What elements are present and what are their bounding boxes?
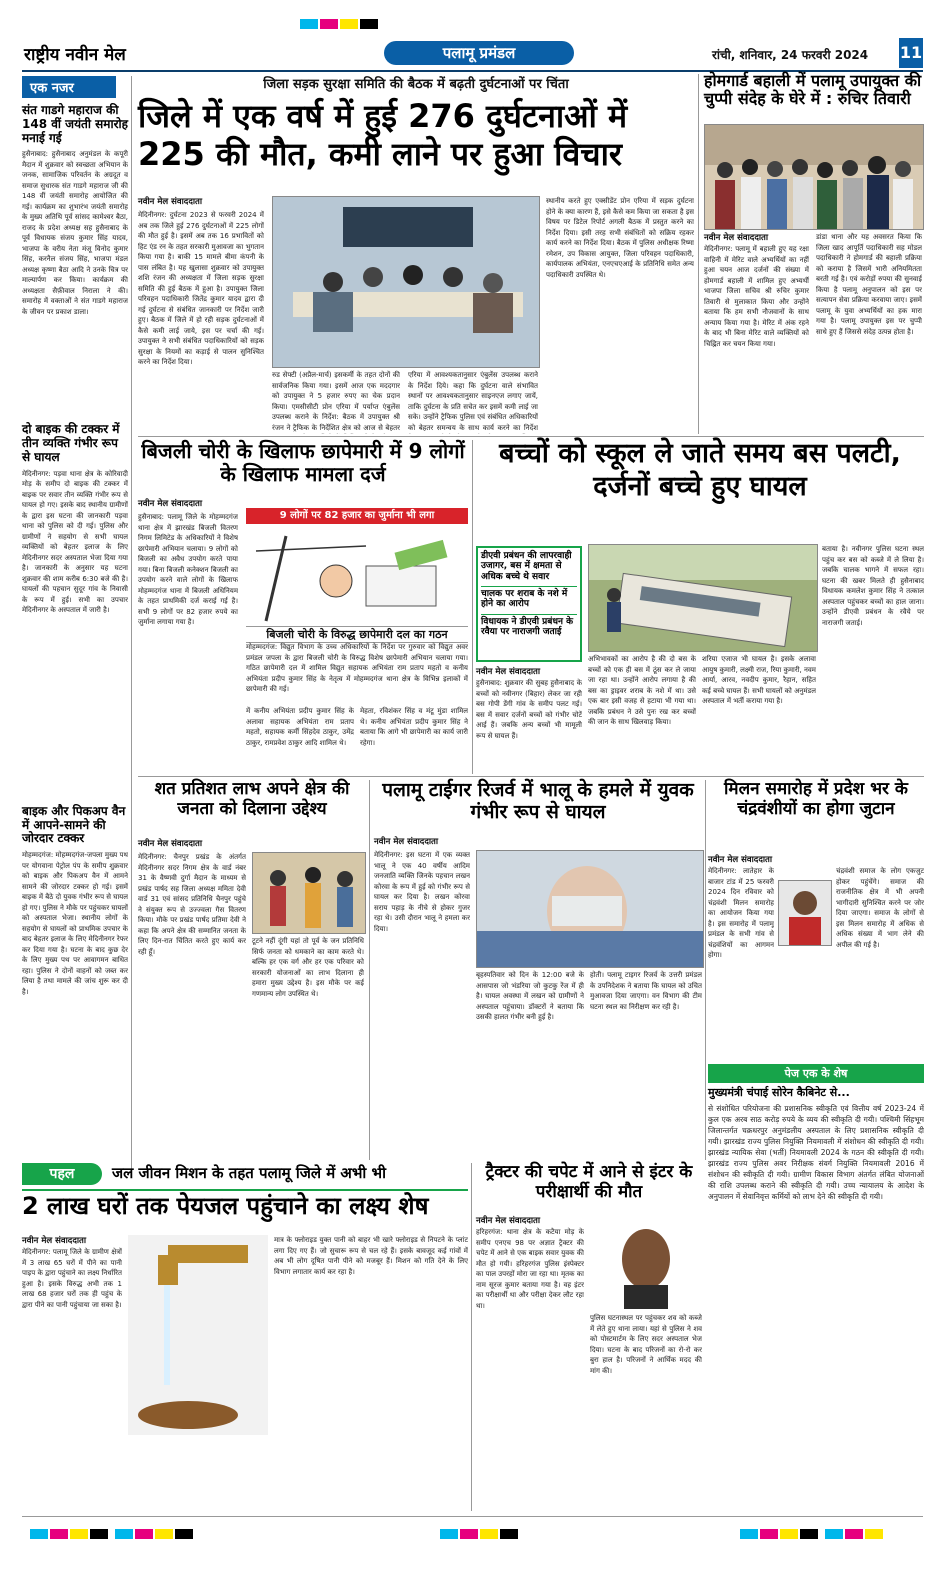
cabinet-body: से संशोधित परियोजना की प्रशासनिक स्वीकृति एवं वित्तीय वर्ष 2023-24 में कुल एक अरब साठ करोड़ रुपये के व्यय की स्वीकृति दी गयी। पश्चिमी सिंहभूम जिलान्तर्गत चक्रधरपुर अनुमंडलीय अस्पताल के लिए प्रशासनिक स्वीकृति दी गयी। झारखंड राज्य पुलिस नियुक्ति नियमावली में संशोधन की स्वीकृति दी गयी। झारखंड न्यायिक सेवा (भर्ती) नियमावली 2024 के गठन की स्वीकृति दी गयी। झारखंड राज्य पुलिस अवर निरीक्षक संवर्ग नियुक्ति नियमावली 2016 में संशोधन की स्वीकृति दी गयी। ग्रामीण विकास विभाग अंतर्गत लंबित योजनाओं की राशि उपलब्ध कराने की स्वीकृति दी गयी। उच्च न्यायालय के आदेश के अनुपालन में सेवानिवृत्त कर्मियों को लाभ देने की स्वीकृति दी गयी।: [708, 1103, 924, 1201]
cabinet-jump-story: [708, 1064, 924, 1504]
left-column: [22, 76, 128, 1176]
column-divider: [698, 74, 699, 434]
bhalu-body-col1: मेदिनीनगर: इस घटना में एक व्यक्त भालू ने एक 40 वर्षीय आदिम जनजाति व्यक्ति जिनके पहचान लखन कोरवा के रूप में हुई को गंभीर रूप से घायल कर दिया है। लखन कोरवा सराय पहाड़ के नीचे से होकर गुजर रहा थे। उसी दौरान भालू ने हमला कर दिया।: [374, 851, 470, 933]
brief-1-body: हुसैनाबाद: हुसैनाबाद अनुमंडल के कपूरी मैदान में शुक्रवार को स्वच्छता अभियान के जनक, सामाजिक परिवर्तन के अग्रदूत व समाज सुधारक संत गाडगे महाराज जी की 148 वीं जयंती समारोह आयोजित की गई। कार्यक्रम का शुभारंभ जयंती समारोह के मुख्य अतिथि पूर्व सांसद कामेश्वर बैठा, राजद के प्रदेश अध्यक्ष सह हुसैनाबाद के पूर्व विधायक संजय कुमार सिंह यादव, भाजपा के वरीय नेता मंजू विनोद कुमार सिंह, करनैल संजय सिंह, भाजपा मंडल अध्यक्ष कृष्णा बैठा आदि ने उनके चित्र पर माल्यार्पण कर किया। कार्यक्रम की अध्यक्षता सैफ़ीवाल निराला ने की। समारोह में वक्ताओं ने संत गाडगे महाराज के जीवन पर प्रकाश डाला।: [22, 150, 128, 316]
bus-headline: बच्चों को स्कूल ले जाते समय बस पलटी, दर्जनों बच्चे हुए घायल: [499, 438, 901, 502]
student-portrait: [590, 1219, 702, 1309]
labh-story: [138, 780, 366, 1160]
jal-kicker: जल जीवन मिशन के तहत पलामू जिले में अभी भी: [112, 1164, 386, 1182]
milan-portrait: [778, 880, 832, 946]
electric-pole-illustration: [246, 526, 468, 626]
tractor-story: [476, 1163, 702, 1511]
gas-distribution-photo: [253, 853, 365, 933]
bijli-headline: बिजली चोरी के खिलाफ छापेमारी में 9 लोगों के खिलाफ मामला दर्ज: [141, 439, 465, 486]
brief-2-headline: दो बाइक की टक्कर में तीन व्यक्ति गंभीर रूप से घायल: [22, 422, 120, 464]
labh-byline: नवीन मेल संवाददाता: [138, 839, 203, 849]
organizer-portrait: [779, 881, 831, 945]
jal-story: [22, 1163, 468, 1511]
bus-byline: नवीन मेल संवाददाता: [476, 667, 541, 677]
homeguard-byline: नवीन मेल संवाददाता: [704, 233, 769, 243]
page-number: 11: [899, 38, 923, 68]
labh-body-col2: टूटने नहीं दूंगी यहां तो पूर्व के जन प्रतिनिधि सिर्फ जनता को धमकाने का काम करते थे। बल्कि हर एक वर्ग और हर एक परिवार को सरकारी योजनाओं का लाभ दिलाना ही हमारा मुख्य उद्देश्य है। इस मौके पर कई गणमान्य लोग उपस्थित थे।: [252, 937, 364, 998]
lead-body-col2: रुड सेफ्टी (अप्रैल-मार्च) इसकर्मी के तहत दोनों की सार्वजनिक किया गया। इसमें आज एक मददगार को उपायुक्त ने 5 हजार रुपए का चेक प्रदान किया। एमसीसीटी प्रोन एरिया में पर्याप्त एंबुलेंस उपलब्ध कराने के निर्देश: बैठक में उपायुक्त श्री रंजन ने ट्रैफिक के निर्देशित क्षेत्र को आज से बेहतर: [272, 371, 400, 432]
bijli-byline: नवीन मेल संवाददाता: [138, 499, 203, 509]
homeguard-body-col2: डांडा थाना और यह अवसरत किया कि जिला खाद आपूर्ति पदाधिकारी सह मोडल पदाधिकारी ने होमगार्ड की बहाली प्रक्रिया को कराया है जिसमें भारी अनियमितता बरती गई है। एवं करोड़ों रुपया की सुनवाई किया है पलामू अनुपालन को इस पर सत्यापन सेवा प्रक्रिया करवाया जाए। इसमें पलामू के युवा अभ्यर्थियों का हक मारा गया है। पलामू उपायुक्त इस पर चुप्पी साधे हुए हैं जिससे संदेह उत्पन्न होता है।: [816, 233, 922, 336]
lead-story: [138, 74, 694, 434]
column-divider: [471, 1163, 472, 1511]
bhalu-headline: पलामू टाईगर रिजर्व में भालू के हमले में युवक गंभीर रूप से घायल: [382, 779, 694, 823]
page-one-continued-label: पेज एक के शेष: [708, 1064, 924, 1083]
jal-body-col1: मेदिनीनगर: पलामू जिले के ग्रामीण क्षेत्रों में 3 लाख 65 घरों में पीने का पानी पाइप के द्वारा पहुंचाने का लक्ष्य निर्धारित हुआ है। इसके विरुद्ध अभी तक 1 लाख 68 हजार घरों तक ही पहुंच के द्वारा पीने का पानी पहुंचाया जा सका है।: [22, 1248, 122, 1309]
column-divider: [369, 780, 370, 1160]
bijli-body-col2: मोहम्मदगंज: विद्युत विभाग के उच्च अधिकारियों के निर्देश पर गुरुवार को विद्युत अवर प्रमंडल जपला के द्वारा बिजली चोरी के विरुद्ध विशेष छापेमारी अभियान चलाया गया। गठित छापेमारी दल में शामिल विद्युत सहायक अभियंता राम प्रताप महतो व कनीय अभियंता प्रदीप कुमार सिंह के नेतृत्व में मोहम्मदगंज थाना क्षेत्र के विभिन्न इलाकों में छापेमारी की गई।: [246, 643, 468, 693]
color-registration-bar-bottom-right: [740, 1524, 885, 1543]
labh-headline: शत प्रतिशत लाभ अपने क्षेत्र की जनता को दिलाना उद्देश्य: [154, 779, 350, 819]
brief-2-body: मेदिनीनगर: पड़वा थाना क्षेत्र के कोरिवादी मोड़ के समीप दो बाइक की टक्कर में बाइक पर सवार तीन व्यक्ति गंभीर रूप से घायल हो गए। इसके बाद स्थानीय ग्रामीणों के द्वारा इस घटना की जानकारी पड़वा थाना को पुलिस को दी गई। पुलिस और ग्रामीणों ने सहयोग से सभी घायल व्यक्तियों को बेहतर इलाज के लिए मेदिनीनगर सदर अस्पताल भेजा दिया गया है। जानकारी के अनुसार यह घटना शुक्रवार की शाम करीब 6:30 बजे की है। घायलों की पहचान सुदूर गांव के निवासी के रूप में हुई। सभी का उपचार मेदिनीनगर के अस्पताल में जारी है।: [22, 469, 128, 615]
masthead: [22, 38, 923, 72]
milan-body-col2: चंद्रवंशी समाज के लोग एकजुट होकर पहुंचेंगे। समाज की राजनीतिक क्षेत्र में भी अपनी भागीदारी सुनिश्चित करने पर जोर दिया जाएगा। समाज के लोगों से इस मिलन समारोह में अधिक से अधिक संख्या में भाग लेने की अपील की गई है।: [836, 867, 924, 949]
homeguard-body-col1: मेदिनीनगर: पलामू में बहाली हुए यह रक्षा वाहिनी में मेरिट वाले अभ्यर्थियों का नहीं हुआ चयन आज दर्जनों की संख्या में होमगार्ड बहाली में शामिल हुए अभ्यर्थी भाजपा जिला सचिव श्री रुचिर कुमार तिवारी से मुलाकात किया और उन्होंने बताया कि हम सभी नौजवानों के साथ अन्याय किया गया है। मेरिट में अंक रहने के बाद भी बिना मेरिट वाले व्यक्तियों को चिह्नित कर चयन किया गया।: [704, 245, 809, 348]
tractor-body-col1: हरिहरगंज: थाना क्षेत्र के कटैया मोड़ के समीप एनएच 98 पर अज्ञात ट्रैक्टर की चपेट में आने से एक बाइक सवार युवक की मौत हो गयी। हरिहरगंज पुलिस इंस्पेक्टर का पाल उपरहों मोरा जा रहा था। मृतक का नाम सूरज कुमार बताया गया है। वह इंटर का परीक्षार्थी था और परीक्षा देकर लौट रहा था।: [476, 1228, 584, 1310]
section-title: पलामू प्रमंडल: [384, 41, 574, 65]
milan-byline: नवीन मेल संवाददाता: [708, 855, 773, 865]
bus-body-col4: बताया है। नवीनगर पुलिस घटना स्थल पहुंच कर बस को कब्जे में ले लिया है। जबकि चालक भागने में सफल रहा। घटना की खबर मिलते ही हुसैनाबाद विधायक कमलेश कुमार सिंह ने तत्काल अस्पताल पहुंचकर बच्चों का हाल जाना। उन्होंने डीएवी प्रबंधन के रवैये पर नाराजगी जताई।: [822, 545, 924, 627]
bus-highlight-box: [476, 546, 582, 662]
cabinet-headline: मुख्यमंत्री चंपाई सोरेन कैबिनेट से...: [708, 1086, 850, 1099]
tractor-headline: ट्रैक्टर की चपेट में आने से इंटर के परीक्षार्थी की मौत: [485, 1162, 693, 1202]
bus-box-point-3: विधायक ने डीएवी प्रबंधन के रवैया पर नाराजगी जताई: [481, 614, 577, 638]
jal-body-col2: मात्र के फ्लोराइड युक्त पानी को बाहर भी खारे फ्लोराइड से निपटने के प्लांट लगा दिए गए हैं। जो सुचारू रूप से चल रहे हैं। इसके बावजूद कई गांवों में अब भी लोग दूषित पानी पीने को मजबूर हैं। मिशन को गति देने के लिए विभाग लगातार कार्य कर रहा है।: [274, 1236, 468, 1276]
fine-banner: 9 लोगों पर 82 हजार का जुर्माना भी लगा: [246, 508, 468, 524]
bus-accident-photo: [588, 544, 818, 652]
section-divider: [138, 776, 924, 777]
bijli-body-col4: मेहता, रविशंकर सिंह व मंटू मुंडा शामिल थे। कनीय अभियंता प्रदीप कुमार सिंह ने बताया कि आगे भी छापेमारी का कार्य जारी रहेगा।: [360, 707, 468, 747]
bus-box-point-1: डीएवी प्रबंधन की लापरवाही उजागर, बस में क्षमता से अधिक बच्चे थे सवार: [481, 551, 572, 582]
column-divider: [705, 780, 706, 1160]
lead-kicker: जिला सड़क सुरक्षा समिति की बैठक में बढ़ती दुर्घटनाओं पर चिंता: [263, 77, 569, 92]
bijli-story: [138, 440, 468, 774]
injured-man-photo: [477, 851, 703, 967]
milan-story: [708, 780, 924, 1060]
color-registration-bar-bottom: [30, 1524, 195, 1543]
tap-water-illustration: [128, 1235, 268, 1435]
jal-headline: 2 लाख घरों तक पेयजल पहुंचाने का लक्ष्य शेष: [22, 1192, 429, 1220]
labh-photo: [252, 852, 366, 934]
tap-water-photo: [128, 1235, 268, 1435]
brief-1-headline: संत गाडगे महाराज की 148 वीं जयंती समारोह मनाई गई: [22, 103, 128, 145]
bhalu-body-col3: होती। पलामू टाइगर रिजर्व के उत्तरी प्रमंडल के उपनिदेशक ने बताया कि घायल को उचित मुआवजा दिया जाएगा। वन विभाग की टीम घटना स्थल का निरीक्षण कर रही है।: [590, 971, 702, 1011]
homeguard-photo: [704, 124, 924, 230]
bhalu-body-col2: बृहस्पतिवार को दिन के 12:00 बजे के आसपास जो भंडरिया जो कुटकु रेंज में ही है। घायल अवस्था में लखन को ग्रामीणों ने अस्पताल पहुंचाया। डॉक्टरों ने बताया कि उसकी हालत गंभीर बनी हुई है।: [476, 971, 584, 1021]
homeguard-story: [704, 72, 924, 434]
paper-name: राष्ट्रीय नवीन मेल: [24, 45, 126, 65]
jal-byline: नवीन मेल संवाददाता: [22, 1236, 87, 1246]
victim-portrait: [590, 1219, 702, 1309]
column-divider: [472, 440, 473, 774]
jal-kicker-bar: [22, 1163, 468, 1191]
labh-body-col1: मेदिनीनगर: चैनपुर प्रखंड के अंतर्गत मेदिनीनगर सदर निगम क्षेत्र के वार्ड नंबर 31 के वैष्णवी दुर्गा मैदान के माध्यम से प्रखंड पार्षद सह जिला अध्यक्ष ममिता देवी वार्ड 31 एवं सांसद प्रतिनिधि चैनपुर पहुंचे ने संयुक्त रूप से उज्ज्वला गैस वितरण किया। मौके पर प्रखंड पार्षद प्रतिमा देवी ने कहा कि अपने क्षेत्र की सम्मानित जनता के लिए दिन-रात चिंतित करते हुए कार्य कर रही हूँ।: [138, 853, 246, 956]
column-divider: [131, 76, 132, 1176]
bijli-caption: बिजली चोरी के विरुद्ध छापेमारी दल का गठन: [246, 626, 468, 643]
bus-body-col2: अभिभावकों का आरोप है की दो बस के बच्चों को एक ही बस में ठूंस कर ले जाया जा रहा था। उन्होंने आरोप लगाया है की बस का ड्राइवर शराब के नशे में था। उसे एक बार इसी वजह से हटाया भी गया था। जबकि प्रबंधन ने उसे पुनः रख कर बच्चों की जान के साथ खिलवाड़ किया।: [588, 655, 696, 726]
overturned-bus-image: [589, 545, 817, 651]
homeguard-photo-image: [705, 125, 923, 229]
milan-body-col1: मेदिनीनगर: लातेहार के बाजार टांड में 25 फरवरी 2024 दिन रविवार को चंद्रवंशी मिलन समारोह का आयोजन किया गया है। इस समारोह में पलामू प्रमंडल के सभी गांव से चंद्रवंशियों का आगमन होगा।: [708, 867, 774, 959]
bus-box-point-2: चालक पर शराब के नशे में होने का आरोप: [481, 586, 577, 610]
brief-3-headline: बाइक और पिकअप वैन में आपने-सामने की जोरदार टक्कर: [22, 803, 126, 846]
milan-headline: मिलन समारोह में प्रदेश भर के चंद्रवंशीयों का होगा जुटान: [724, 779, 908, 819]
lead-body-col4: स्थानीय करते हुए एक्सीडेंट प्रोन एरिया में सड़क दुर्घटना होने के क्या कारण हैं, इसे कैसे कम किया जा सकता है इस विषय पर डिटेल रिपोर्ट अगली बैठक में प्रस्तुत करने का निर्देश दिया। इसी तरह सभी संबंधितों को सक्रिय रहकर कार्य करने का निर्देश दिया। बैठक में पुलिस अधीक्षक रिष्मा रमेशन, उप विकास आयुक्त, जिला परिवहन पदाधिकारी, कार्यपालक अभियंता, एनएचएआई के प्रतिनिधि समेत अन्य पदाधिकारी उपस्थित थे।: [546, 197, 694, 279]
lead-body-col1: मेदिनीनगर: दुर्घटना 2023 से फरवरी 2024 में अब तक जिले हुई 276 दुर्घटनाओं में 225 लोगों की मौत हुई है। इसमें अब तक 16 प्रभावितों को हिट एंड रन के तहत सरकारी मुआवजा का भुगतान किया गया है। बाकी 15 मामले बीमा कंपनी के पास लंबित है। यह खुलासा शुक्रवार को उपायुक्त शशि रंजन की अध्यक्षता में जिला सड़क सुरक्षा समिति की हुई बैठक में हुआ है। उपायुक्त जिला परिवहन पदाधिकारी जितेंद्र कुमार यादव द्वारा दी गई दुर्घटना से संबंधित जानकारी पर निर्देश जारी हुए। बैठक में जिले में हो रही सड़क दुर्घटनाओं में कैसे कमी लाई जाये, इस पर चर्चा की गई। उपायुक्त ने सभी संबंधित पदाधिकारियों को सड़क सुरक्षा के नियमों का कड़ाई से पालन सुनिश्चित करने का निर्देश दिया।: [138, 211, 264, 366]
lead-headline: जिले में एक वर्ष में हुई 276 दुर्घटनाओं में 225 की मौत, कमी लाने पर हुआ विचार: [138, 97, 628, 173]
dateline: रांची, शनिवार, 24 फरवरी 2024: [712, 48, 869, 62]
meeting-photo: [272, 196, 540, 368]
ek-nazar-tag: एक नजर: [22, 76, 116, 98]
footer-rule: [22, 1516, 923, 1517]
bijli-illustration: [246, 526, 468, 626]
lead-byline: नवीन मेल संवाददाता: [138, 197, 203, 207]
bhalu-victim-photo: [476, 850, 704, 968]
bijli-body-col3: में कनीय अभियंता प्रदीप कुमार सिंह के अलावा सहायक अभियंता राम प्रताप महतो, सहायक कर्मी सिंहदेव ठाकुर, उमेंद्र ठाकुर, रामप्रवेश ठाकुर आदि शामिल थे।: [246, 707, 354, 747]
homeguard-headline: होमगार्ड बहाली में पलामू उपायुक्त की चुप्पी संदेह के घेरे में : रुचिर तिवारी: [704, 71, 922, 109]
color-registration-bar-top: [300, 14, 380, 33]
pahal-tag: पहल: [22, 1163, 102, 1185]
brief-3-body: मोहम्मदगंज: मोहम्मदगंज-जपला मुख्य पथ पर योगवाना पेट्रोल पंप के समीप शुक्रवार को बाइक और पिकअप वैन में आमने सामने की जोरदार टक्कर हो गई। इसमें बाइक में बैठे दो युवक गंभीर रूप से घायल हो गए। पुलिस ने मौके पर पहुंचकर घायलों को अस्पताल भेजा। स्थानीय लोगों के सहयोग से घायलों को प्राथमिक उपचार के बाद बेहतर इलाज के लिए मेदिनीनगर रेफर कर दिया गया है। घटना के बाद कुछ देर के लिए मुख्य पथ पर आवागमन बाधित रहा। पुलिस ने दोनों वाहनों को जब्त कर लिया है तथा मामले की जांच शुरू कर दी है।: [22, 851, 128, 996]
meeting-photo-image: [273, 197, 539, 367]
bus-body-col1: हुसैनाबाद: शुक्रवार की सुबह हुसैनाबाद के बच्चों को नवीनगर (बिहार) लेकर जा रही बस गोपी डेंगी गांव के समीप पलट गई। बस में सवार दर्जनों बच्चों को गंभीर चोटें आई हैं। जबकि अन्य बच्चों भी मामूली रूप से घायल हैं।: [476, 679, 582, 740]
section-divider: [138, 436, 924, 437]
bhalu-byline: नवीन मेल संवाददाता: [374, 837, 439, 847]
bus-body-col3: शरिया एजाज भी घायल है। इसके अलावा आयुष कुमारी, लक्ष्मी राज, रिया कुमारी, नवम आर्या, आरव, नवदीप कुमार, रैहान, सहित कई बच्चे घायल हैं। सभी घायलों को अनुमंडल अस्पताल में भर्ती कराया गया है।: [702, 655, 816, 705]
color-registration-bar-bottom-center: [440, 1524, 520, 1543]
bhalu-story: [374, 780, 702, 1160]
bijli-body-col1: हुसैनाबाद: पलामू जिले के मोहम्मदगंज थाना क्षेत्र में झारखंड बिजली वितरण निगम लिमिटेड के अधिकारियों ने विशेष छापेमारी अभियान चलाया। 9 लोगों को बिजली का अवैध उपयोग करते पाया गया। बिना बिजली कनेक्शन बिजली का उपयोग करने वाले लोगों के खिलाफ मोहम्मदगंज थाना में बिजली अधिनियम के तहत प्राथमिकी दर्ज कराई गई है। सभी 9 लोगों पर 82 हजार रुपये का जुर्माना लगाया गया है।: [138, 513, 238, 626]
tractor-byline: नवीन मेल संवाददाता: [476, 1216, 541, 1226]
bus-story: [476, 438, 924, 774]
lead-body-col3: एरिया में आवश्यकतानुसार एंबुलेंस उपलब्ध कराने के निर्देश दिये। कहा कि दुर्घटना वाले संभावित स्थानों पर आवश्यकतानुसार साइनएज लगाए जायें, ताकि दुर्घटना के प्रति सचेत कर इसमें कमी लाई जा सके। उन्होंने ट्रैफिक पुलिस एवं संबंधित अधिकारियों को बेहतर समन्वय के साथ कार्य करने का निर्देश: [408, 371, 538, 432]
tractor-body-col2: पुलिस घटनास्थल पर पहुंचकर शव को कब्जे में लेते हुए थाना लाया। यहां से पुलिस ने शव को पोस्टमार्टम के लिए सदर अस्पताल भेज दिया। घटना के बाद परिजनों का रो-रो कर बुरा हाल है। परिजनों ने आर्थिक मदद की मांग की।: [590, 1314, 702, 1375]
